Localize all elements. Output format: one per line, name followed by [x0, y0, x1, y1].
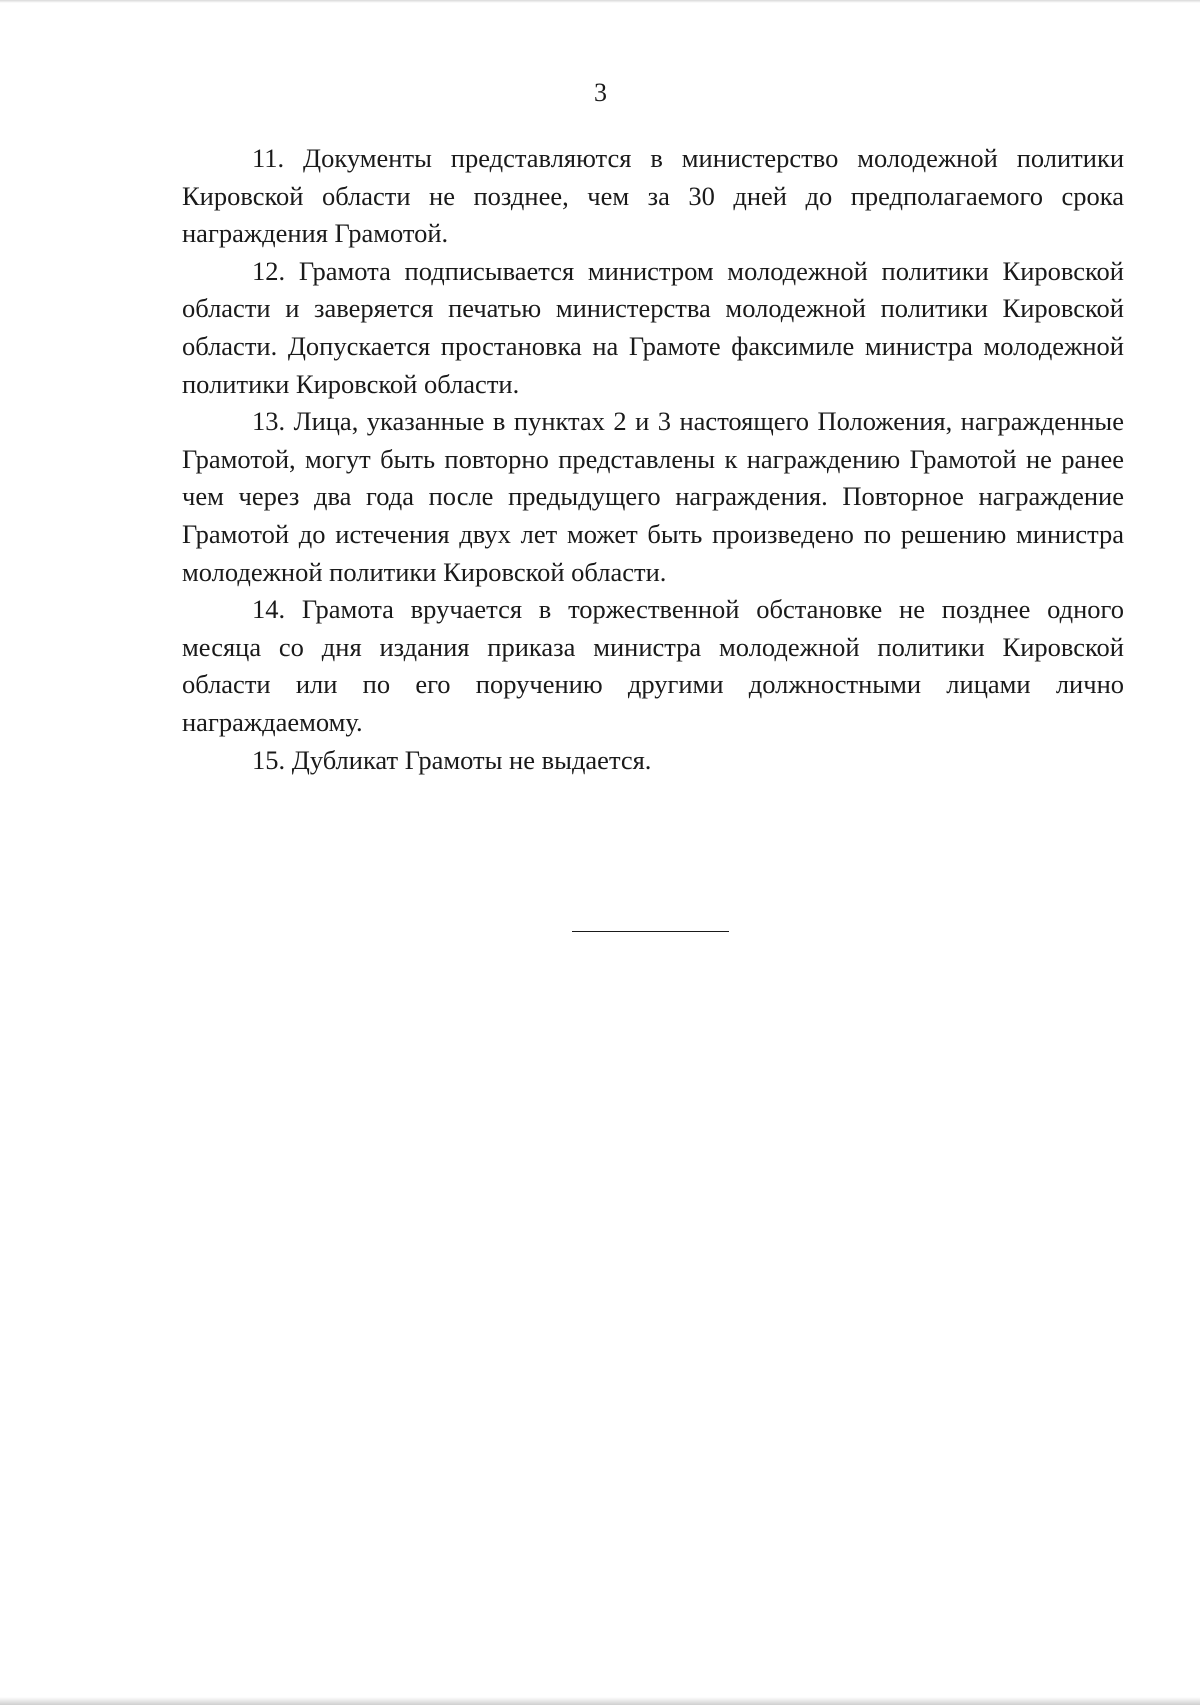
end-of-text-rule — [572, 931, 729, 932]
paragraph-14: 14. Грамота вручается в торжественной обстановке не позднее одного месяца со дня издания приказа министра молодежной политики Кировской области или по его поручению другими должностными лицами лично награждаемому. — [182, 594, 1124, 737]
paragraph-12: 12. Грамота подписывается министром молодежной политики Кировской области и заверяется печатью министерства молодежной политики Кировской области. Допускается простановка на Грамоте факсимиле министра молодежной политики Кировской области. — [182, 255, 1124, 399]
paragraph-15: 15. Дубликат Грамоты не выдается. — [252, 744, 652, 775]
paragraph-13: 13. Лица, указанные в пунктах 2 и 3 настоящего Положения, награжденные Грамотой, могут быть повторно представлены к награждению Грамотой не ранее чем через два года после предыдущего награждения. Повторное награждение Грамотой до истечения двух лет может быть произведено по решению министра молодежной политики Кировской области. — [182, 406, 1124, 587]
paragraph-11: 11. Документы представляются в министерство молодежной политики Кировской области не позднее, чем за 30 дней до предполагаемого срока награждения Грамотой. — [182, 143, 1124, 249]
scan-edge-top — [0, 0, 1200, 3]
page-number: 3 — [594, 78, 607, 107]
scan-edge-bottom — [0, 1697, 1200, 1705]
document-body — [182, 140, 1124, 779]
